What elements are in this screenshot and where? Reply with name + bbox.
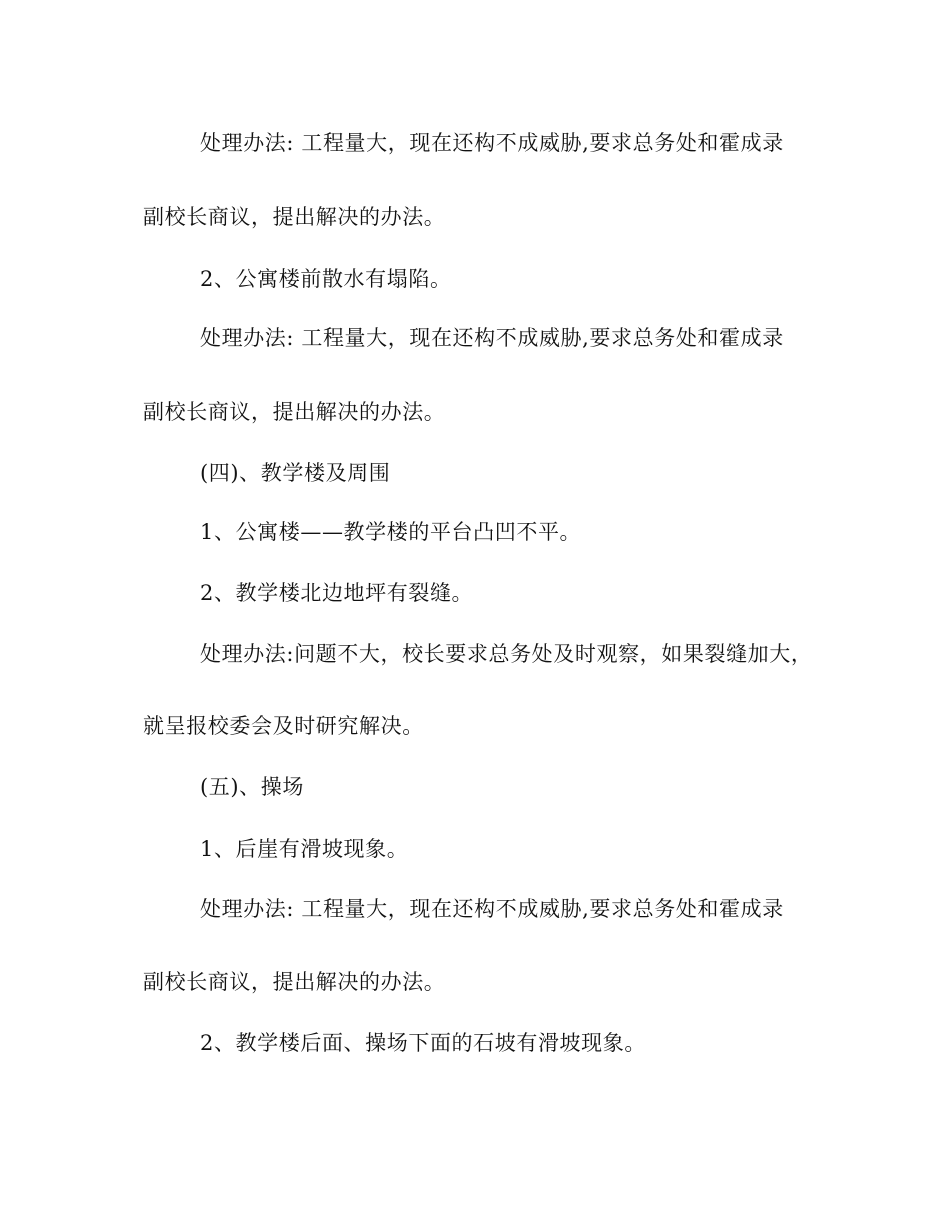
- section-heading: (四)、教学楼及周围: [200, 461, 391, 485]
- paragraph-line: 副校长商议，提出解决的办法。: [143, 970, 446, 994]
- paragraph-line: 处理办法: 工程量大，现在还构不成威胁,要求总务处和霍成录: [200, 131, 784, 155]
- paragraph-line: 就呈报校委会及时研究解决。: [143, 714, 424, 738]
- paragraph-line: 2、教学楼北边地坪有裂缝。: [200, 581, 474, 605]
- paragraph-line: 副校长商议，提出解决的办法。: [143, 400, 446, 424]
- paragraph-line: 处理办法: 工程量大，现在还构不成威胁,要求总务处和霍成录: [200, 326, 784, 350]
- paragraph-line: 1、后崖有滑坡现象。: [200, 837, 409, 861]
- section-heading: (五)、操场: [200, 775, 304, 799]
- paragraph-line: 2、教学楼后面、操场下面的石坡有滑坡现象。: [200, 1031, 646, 1055]
- paragraph-line: 处理办法: 工程量大，现在还构不成威胁,要求总务处和霍成录: [200, 897, 784, 921]
- paragraph-line: 1、公寓楼——教学楼的平台凸凹不平。: [200, 520, 582, 544]
- paragraph-line: 副校长商议，提出解决的办法。: [143, 205, 446, 229]
- paragraph-line: 2、公寓楼前散水有塌陷。: [200, 267, 452, 291]
- paragraph-line: 处理办法:问题不大，校长要求总务处及时观察，如果裂缝加大，: [200, 642, 813, 666]
